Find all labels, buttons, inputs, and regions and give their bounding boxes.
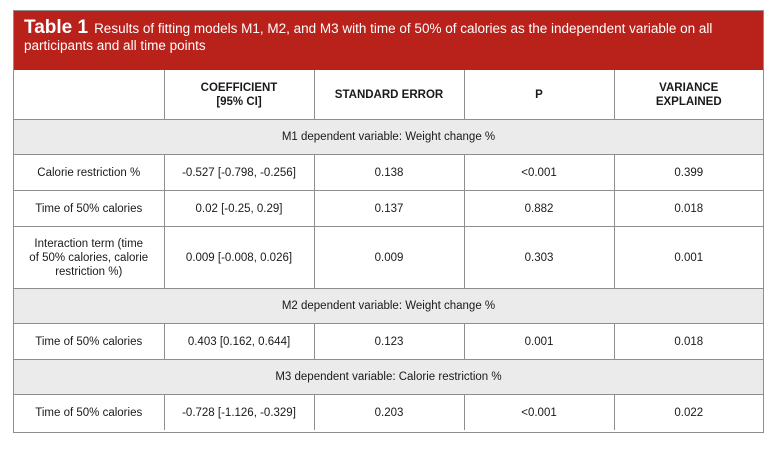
coefficient-cell: -0.527 [-0.798, -0.256] xyxy=(164,155,314,191)
results-table-frame xyxy=(13,10,764,433)
results-table xyxy=(14,70,763,430)
table-caption: Results of fitting models M1, M2, and M3 with time of 50% of calories as the independent variable on all participants and all time points xyxy=(24,21,713,53)
standard-error-cell: 0.123 xyxy=(314,324,464,360)
section-title: M3 dependent variable: Calorie restriction % xyxy=(14,360,763,395)
header-variance-explained: VARIANCE EXPLAINED xyxy=(614,70,763,120)
header-coefficient: COEFFICIENT [95% CI] xyxy=(164,70,314,120)
standard-error-cell: 0.009 xyxy=(314,227,464,289)
coefficient-cell: 0.403 [0.162, 0.644] xyxy=(164,324,314,360)
section-row-m1 xyxy=(14,120,763,155)
standard-error-cell: 0.138 xyxy=(314,155,464,191)
row-label: Interaction term (time of 50% calories, calorie restriction %) xyxy=(14,227,164,289)
header-standard-error: STANDARD ERROR xyxy=(314,70,464,120)
table-row xyxy=(14,395,763,431)
section-title: M1 dependent variable: Weight change % xyxy=(14,120,763,155)
table-row xyxy=(14,191,763,227)
table-row xyxy=(14,155,763,191)
table-row xyxy=(14,324,763,360)
coefficient-cell: -0.728 [-1.126, -0.329] xyxy=(164,395,314,431)
coefficient-cell: 0.009 [-0.008, 0.026] xyxy=(164,227,314,289)
table-number: Table 1 xyxy=(24,17,89,38)
variance-cell: 0.001 xyxy=(614,227,763,289)
section-row-m3 xyxy=(14,360,763,395)
section-title: M2 dependent variable: Weight change % xyxy=(14,289,763,324)
standard-error-cell: 0.203 xyxy=(314,395,464,431)
table-caption-banner xyxy=(14,11,763,70)
standard-error-cell: 0.137 xyxy=(314,191,464,227)
header-p: P xyxy=(464,70,614,120)
section-row-m2 xyxy=(14,289,763,324)
variance-cell: 0.018 xyxy=(614,324,763,360)
p-value-cell: 0.303 xyxy=(464,227,614,289)
p-value-cell: 0.001 xyxy=(464,324,614,360)
variance-cell: 0.018 xyxy=(614,191,763,227)
row-label: Time of 50% calories xyxy=(14,191,164,227)
header-row xyxy=(14,70,763,120)
p-value-cell: 0.882 xyxy=(464,191,614,227)
p-value-cell: <0.001 xyxy=(464,155,614,191)
variance-cell: 0.022 xyxy=(614,395,763,431)
coefficient-cell: 0.02 [-0.25, 0.29] xyxy=(164,191,314,227)
row-label: Time of 50% calories xyxy=(14,324,164,360)
p-value-cell: <0.001 xyxy=(464,395,614,431)
row-label: Time of 50% calories xyxy=(14,395,164,431)
table-row xyxy=(14,227,763,289)
row-label: Calorie restriction % xyxy=(14,155,164,191)
variance-cell: 0.399 xyxy=(614,155,763,191)
header-empty-cell xyxy=(14,70,164,120)
